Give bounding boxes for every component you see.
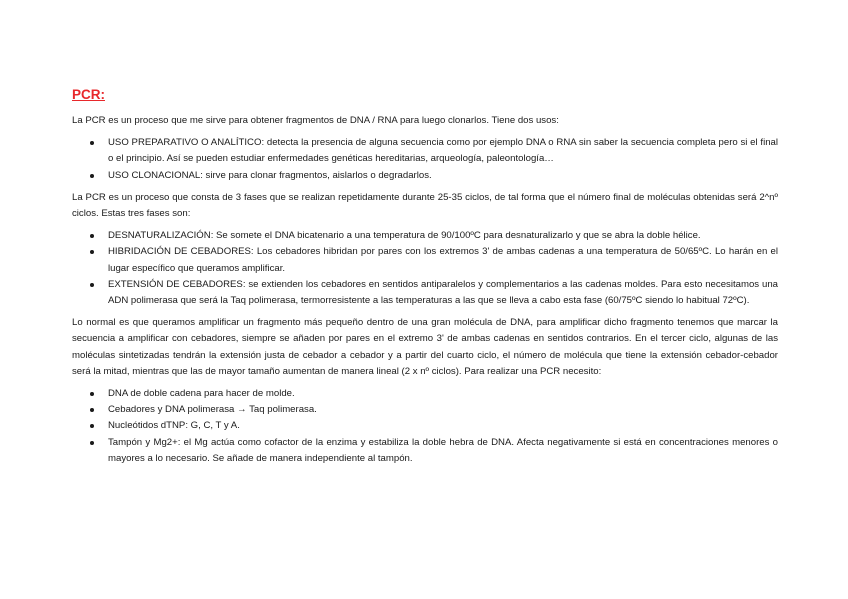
list-item-text: DESNATURALIZACIÓN: Se somete el DNA bicatenario a una temperatura de 90/100ºC para desnaturalizarlo y que se abra la doble hélice. xyxy=(108,230,701,242)
bullet-icon xyxy=(90,441,94,445)
list-item xyxy=(108,277,778,309)
list-item xyxy=(108,244,778,276)
phases-list xyxy=(72,228,778,309)
bullet-icon xyxy=(90,141,94,145)
bullet-icon xyxy=(90,174,94,178)
list-item xyxy=(108,418,778,434)
bullet-icon xyxy=(90,424,94,428)
list-item xyxy=(108,135,778,167)
uses-list xyxy=(72,135,778,184)
page-title: PCR: xyxy=(72,87,105,102)
phases-intro-paragraph: La PCR es un proceso que consta de 3 fases que se realizan repetidamente durante 25-35 ciclos, de tal forma que el número final de moléculas obtenidas será 2^nº ciclos. Estas tres fases son: xyxy=(72,191,778,220)
bullet-icon xyxy=(90,283,94,287)
list-item xyxy=(108,386,778,402)
list-item-text: EXTENSIÓN DE CEBADORES: se extienden los cebadores en sentidos antiparalelos y complementarios a las cadenas moldes. Para esto necesitamos una ADN polimerasa que será la Taq polimerasa, termorresistente a las temperaturas a las que se lleva a cabo esta fase (60/75ºC siendo lo habitual 72ºC). xyxy=(108,278,778,307)
list-item xyxy=(108,168,778,184)
bullet-icon xyxy=(90,234,94,238)
list-item-text: USO CLONACIONAL: sirve para clonar fragmentos, aislarlos o degradarlos. xyxy=(108,169,432,181)
list-item-text: HIBRIDACIÓN DE CEBADORES: Los cebadores hibridan por pares con los extremos 3' de ambas cadenas a una temperatura de 50/65ºC. Lo harán en el lugar específico que queramos amplificar. xyxy=(108,246,778,274)
requirements-list xyxy=(72,386,778,467)
list-item xyxy=(108,402,778,418)
list-item-text: Tampón y Mg2+: el Mg actúa como cofactor de la enzima y estabiliza la doble hebra de DNA. Afecta negativamente si está en concentraciones menores o mayores a lo necesario. Se añade de manera independiente al tampón. xyxy=(108,436,778,464)
list-item-text: Nucleótidos dTNP: G, C, T y A. xyxy=(108,420,240,432)
list-item-text: USO PREPARATIVO O ANALÍTICO: detecta la presencia de alguna secuencia como por ejemplo DNA o RNA sin saber la secuencia completa pero si el final o el principio. Así se pueden estudiar enfermedades genéticas hereditarias, arqueología, paleontología… xyxy=(108,137,778,165)
intro-paragraph: La PCR es un proceso que me sirve para obtener fragmentos de DNA / RNA para luego clonarlos. Tiene dos usos: xyxy=(72,115,559,126)
list-item-text: DNA de doble cadena para hacer de molde. xyxy=(108,388,295,400)
bullet-icon xyxy=(90,408,94,412)
amplify-paragraph: Lo normal es que queramos amplificar un fragmento más pequeño dentro de una gran molécula de DNA, para amplificar dicho fragmento tenemos que marcar la secuencia a amplificar con cebadores, siempre se añaden por pares en el extremo 3' de ambas cadenas en sentidos contrarios. En el tercer ciclo, algunas de las moléculas sintetizadas tendrán la extensión justa de cebador a cebador y a partir del cuarto ciclo, el número de molécula que tiene la extensión cebador-cebador será la mitad, mientras que las de mayor tamaño aumentan de manera lineal (2 x nº ciclos). Para realizar una PCR necesito: xyxy=(72,317,778,377)
list-item xyxy=(108,228,778,244)
bullet-icon xyxy=(90,392,94,396)
list-item xyxy=(108,435,778,467)
bullet-icon xyxy=(90,250,94,254)
list-item-text: Cebadores y DNA polimerasa → Taq polimerasa. xyxy=(108,404,317,416)
